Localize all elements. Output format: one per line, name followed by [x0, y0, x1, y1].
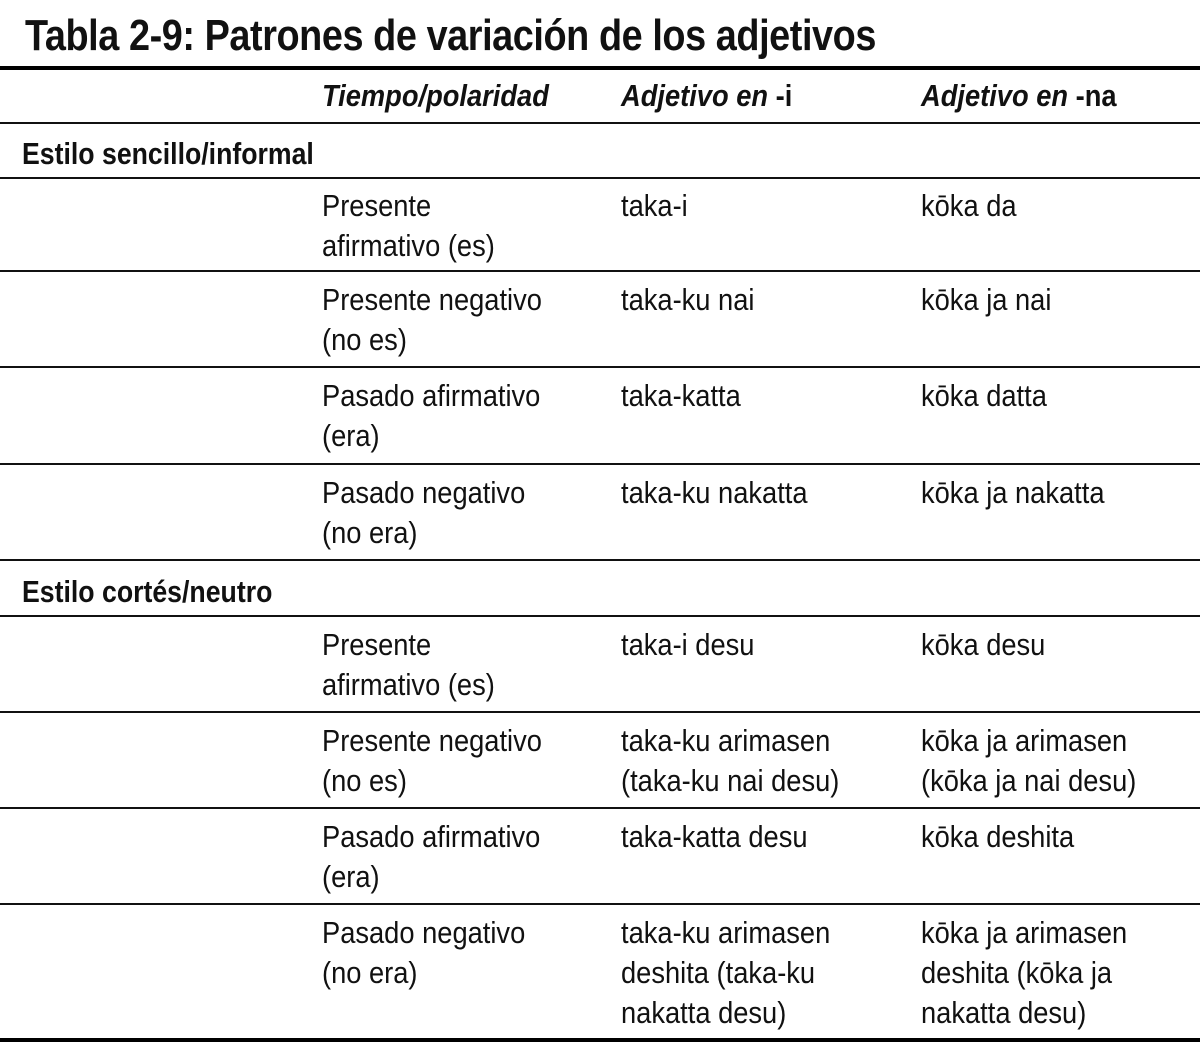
cell-line: (no era)	[322, 515, 418, 550]
cell-line: Pasado negativo	[322, 915, 526, 950]
section-rule	[0, 615, 1200, 617]
table-cell-i-adj	[621, 625, 754, 665]
table-cell-tense	[322, 625, 495, 705]
row-rule	[0, 903, 1200, 905]
cell-line: taka-ku arimasen	[621, 723, 831, 758]
cell-line: (no era)	[322, 955, 418, 990]
row-rule	[0, 807, 1200, 809]
cell-line: Pasado negativo	[322, 475, 526, 510]
cell-line: (kōka ja nai desu)	[921, 763, 1137, 798]
header-na-adjective-suffix: -na	[1075, 78, 1117, 113]
cell-line: afirmativo (es)	[322, 667, 495, 702]
row-rule	[0, 366, 1200, 368]
header-i-adjective-suffix: -i	[775, 78, 793, 113]
cell-line: taka-i	[621, 188, 688, 223]
table-cell-na-adj	[921, 817, 1074, 857]
header-rule	[0, 122, 1200, 124]
row-rule	[0, 270, 1200, 272]
header-tense-label: Tiempo/polaridad	[322, 78, 549, 113]
table-cell-na-adj	[921, 913, 1127, 1033]
cell-line: kōka da	[921, 188, 1017, 223]
table-cell-na-adj	[921, 625, 1045, 665]
cell-line: taka-katta desu	[621, 819, 808, 854]
cell-line: Pasado afirmativo	[322, 819, 541, 854]
table-bottom-rule	[0, 1038, 1200, 1042]
table-cell-tense	[322, 817, 540, 897]
row-rule	[0, 463, 1200, 465]
header-na-adjective	[921, 76, 1117, 116]
header-tense	[322, 76, 549, 116]
cell-line: Presente negativo	[322, 723, 542, 758]
cell-line: kōka deshita	[921, 819, 1075, 854]
section-label: Estilo sencillo/informal	[22, 136, 314, 171]
table-cell-na-adj	[921, 376, 1047, 416]
table-cell-i-adj	[621, 280, 754, 320]
cell-line: taka-ku arimasen	[621, 915, 831, 950]
table-cell-i-adj	[621, 473, 808, 513]
cell-line: (no es)	[322, 763, 407, 798]
cell-line: (era)	[322, 859, 380, 894]
table-cell-tense	[322, 186, 495, 266]
header-i-adjective-label: Adjetivo en	[621, 78, 776, 113]
header-i-adjective	[621, 76, 792, 116]
table-title: Tabla 2-9: Patrones de variación de los adjetivos	[25, 11, 876, 60]
cell-line: deshita (taka-ku	[621, 955, 816, 990]
table-cell-tense	[322, 913, 525, 993]
table-cell-na-adj	[921, 473, 1105, 513]
cell-line: kōka ja arimasen	[921, 723, 1128, 758]
cell-line: kōka ja arimasen	[921, 915, 1128, 950]
cell-line: afirmativo (es)	[322, 228, 495, 263]
cell-line: (taka-ku nai desu)	[621, 763, 840, 798]
table-cell-tense	[322, 721, 542, 801]
cell-line: kōka desu	[921, 627, 1046, 662]
cell-line: taka-i desu	[621, 627, 755, 662]
table-cell-na-adj	[921, 721, 1136, 801]
table-cell-i-adj	[621, 817, 808, 857]
cell-line: Presente negativo	[322, 282, 542, 317]
cell-line: kōka datta	[921, 378, 1047, 413]
cell-line: Presente	[322, 188, 432, 223]
table-cell-tense	[322, 473, 525, 553]
cell-line: Presente	[322, 627, 432, 662]
cell-line: taka-ku nai	[621, 282, 755, 317]
cell-line: taka-ku nakatta	[621, 475, 808, 510]
table-cell-tense	[322, 280, 542, 360]
cell-line: kōka ja nakatta	[921, 475, 1105, 510]
table-cell-i-adj	[621, 913, 830, 1033]
cell-line: deshita (kōka ja	[921, 955, 1113, 990]
section-label: Estilo cortés/neutro	[22, 574, 273, 609]
row-rule	[0, 711, 1200, 713]
cell-line: taka-katta	[621, 378, 741, 413]
row-rule	[0, 559, 1200, 561]
table-cell-i-adj	[621, 721, 839, 801]
section-rule	[0, 177, 1200, 179]
cell-line: (era)	[322, 418, 380, 453]
cell-line: (no es)	[322, 322, 407, 357]
table-cell-na-adj	[921, 280, 1051, 320]
table-cell-tense	[322, 376, 540, 456]
cell-line: kōka ja nai	[921, 282, 1052, 317]
cell-line: Pasado afirmativo	[322, 378, 541, 413]
table-cell-na-adj	[921, 186, 1017, 226]
header-na-adjective-label: Adjetivo en	[921, 78, 1076, 113]
cell-line: nakatta desu)	[621, 995, 787, 1030]
table-cell-i-adj	[621, 376, 741, 416]
table-cell-i-adj	[621, 186, 688, 226]
cell-line: nakatta desu)	[921, 995, 1087, 1030]
title-rule	[0, 66, 1200, 70]
